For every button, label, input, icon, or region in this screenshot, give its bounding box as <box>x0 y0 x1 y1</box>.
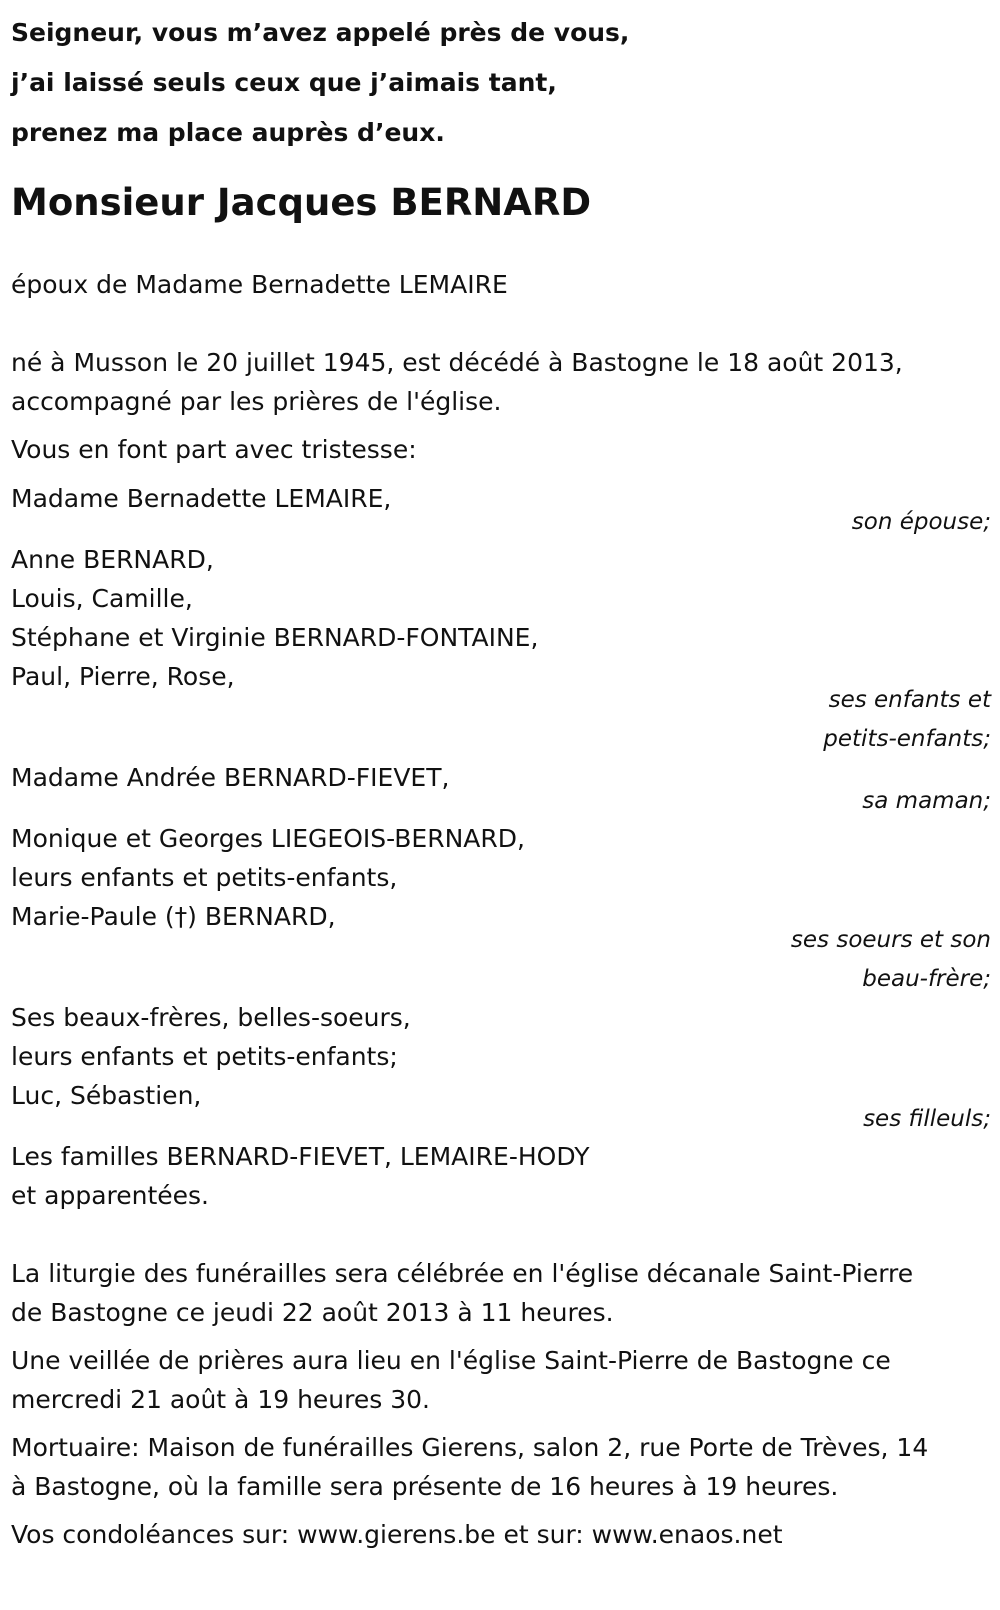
deceased-name: Monsieur Jacques BERNARD <box>11 181 592 224</box>
family-relation: sa maman; <box>862 788 991 814</box>
family-name-line: Marie-Paule (†) BERNARD, <box>11 902 336 931</box>
announcement: Vous en font part avec tristesse: <box>11 435 417 464</box>
family-relation: ses enfants et <box>828 687 991 713</box>
poem-line: prenez ma place auprès d’eux. <box>11 118 445 147</box>
birth-death-line: accompagné par les prières de l'église. <box>11 387 502 416</box>
condolences-info: Vos condoléances sur: www.gierens.be et sur: www.enaos.net <box>11 1520 783 1549</box>
family-name-line: leurs enfants et petits-enfants; <box>11 1042 398 1071</box>
family-name-line: leurs enfants et petits-enfants, <box>11 863 398 892</box>
family-name-line: Monique et Georges LIEGEOIS-BERNARD, <box>11 824 525 853</box>
family-name-line: Louis, Camille, <box>11 584 193 613</box>
mortuary-info: à Bastogne, où la famille sera présente de 16 heures à 19 heures. <box>11 1472 839 1501</box>
poem <box>11 8 629 158</box>
mortuary-info: Mortuaire: Maison de funérailles Gierens, salon 2, rue Porte de Trèves, 14 <box>11 1433 929 1462</box>
birth-death-line: né à Musson le 20 juillet 1945, est décédé à Bastogne le 18 août 2013, <box>11 348 903 377</box>
family-relation: beau-frère; <box>862 966 991 992</box>
family-name-line: Stéphane et Virginie BERNARD-FONTAINE, <box>11 623 539 652</box>
family-name-line: Anne BERNARD, <box>11 545 214 574</box>
family-relation: ses soeurs et son <box>790 927 991 953</box>
family-name-line: Paul, Pierre, Rose, <box>11 662 235 691</box>
family-name-line: Madame Andrée BERNARD-FIEVET, <box>11 763 450 792</box>
vigil-info: Une veillée de prières aura lieu en l'église Saint-Pierre de Bastogne ce <box>11 1346 891 1375</box>
funeral-info: La liturgie des funérailles sera célébrée en l'église décanale Saint-Pierre <box>11 1259 914 1288</box>
spouse-line: époux de Madame Bernadette LEMAIRE <box>11 270 508 299</box>
funeral-info: de Bastogne ce jeudi 22 août 2013 à 11 heures. <box>11 1298 614 1327</box>
family-relation: son épouse; <box>851 509 991 535</box>
family-relation: ses filleuls; <box>863 1106 991 1132</box>
family-name-line: et apparentées. <box>11 1181 209 1210</box>
poem-line: j’ai laissé seuls ceux que j’aimais tant, <box>11 68 557 97</box>
family-name-line: Luc, Sébastien, <box>11 1081 202 1110</box>
poem-line: Seigneur, vous m’avez appelé près de vous, <box>11 18 630 47</box>
family-name-line: Madame Bernadette LEMAIRE, <box>11 484 392 513</box>
family-name-line: Les familles BERNARD-FIEVET, LEMAIRE-HODY <box>11 1142 590 1171</box>
family-relation: petits-enfants; <box>823 726 991 752</box>
family-name-line: Ses beaux-frères, belles-soeurs, <box>11 1003 411 1032</box>
vigil-info: mercredi 21 août à 19 heures 30. <box>11 1385 430 1414</box>
